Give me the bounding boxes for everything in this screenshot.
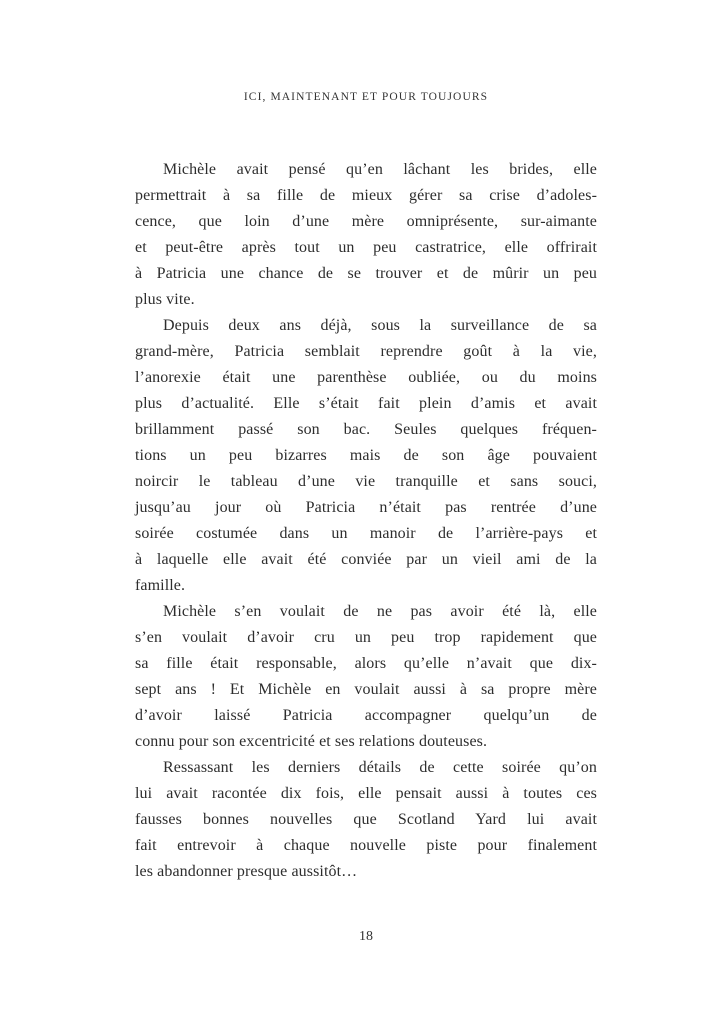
text-line: soirée costumée dans un manoir de l’arrière-pays et (135, 525, 597, 542)
paragraph (135, 755, 597, 885)
text-line: Michèle avait pensé qu’en lâchant les brides, elle (163, 161, 597, 178)
text-line: cence, que loin d’une mère omniprésente, sur-aimante (135, 213, 597, 230)
paragraph (135, 313, 597, 599)
text-line: plus d’actualité. Elle s’était fait plein d’amis et avait (135, 395, 597, 412)
text-line: fait entrevoir à chaque nouvelle piste pour finalement (135, 837, 597, 854)
text-line: s’en voulait d’avoir cru un peu trop rapidement que (135, 629, 597, 646)
text-line: Depuis deux ans déjà, sous la surveillance de sa (163, 317, 597, 334)
paragraph (135, 157, 597, 313)
text-line: permettrait à sa fille de mieux gérer sa crise d’adoles- (135, 187, 597, 204)
text-line: brillamment passé son bac. Seules quelques fréquen- (135, 421, 597, 438)
text-line: Michèle s’en voulait de ne pas avoir été là, elle (163, 603, 597, 620)
text-line: l’anorexie était une parenthèse oubliée, ou du moins (135, 369, 597, 386)
text-line: sa fille était responsable, alors qu’elle n’avait que dix- (135, 655, 597, 672)
text-line: sept ans ! Et Michèle en voulait aussi à sa propre mère (135, 681, 597, 698)
text-line: grand-mère, Patricia semblait reprendre goût à la vie, (135, 343, 597, 360)
text-line: à Patricia une chance de se trouver et de mûrir un peu (135, 265, 597, 282)
text-line: et peut-être après tout un peu castratrice, elle offrirait (135, 239, 597, 256)
text-line: Ressassant les derniers détails de cette soirée qu’on (163, 759, 597, 776)
text-line: à laquelle elle avait été conviée par un vieil ami de la (135, 551, 597, 568)
text-line: les abandonner presque aussitôt… (135, 863, 358, 880)
text-line: plus vite. (135, 291, 195, 308)
text-line: fausses bonnes nouvelles que Scotland Yard lui avait (135, 811, 597, 828)
page-number: 18 (359, 929, 373, 944)
text-line: connu pour son excentricité et ses relations douteuses. (135, 733, 488, 750)
running-header: ICI, MAINTENANT ET POUR TOUJOURS (243, 91, 489, 103)
paragraph (135, 599, 597, 755)
body-text (135, 157, 597, 885)
text-line: tions un peu bizarres mais de son âge pouvaient (135, 447, 597, 464)
text-line: d’avoir laissé Patricia accompagner quelqu’un de (135, 707, 597, 724)
text-line: lui avait racontée dix fois, elle pensait aussi à toutes ces (135, 785, 597, 802)
text-line: jusqu’au jour où Patricia n’était pas rentrée d’une (135, 499, 597, 516)
text-line: noircir le tableau d’une vie tranquille et sans souci, (135, 473, 597, 490)
text-line: famille. (135, 577, 186, 594)
